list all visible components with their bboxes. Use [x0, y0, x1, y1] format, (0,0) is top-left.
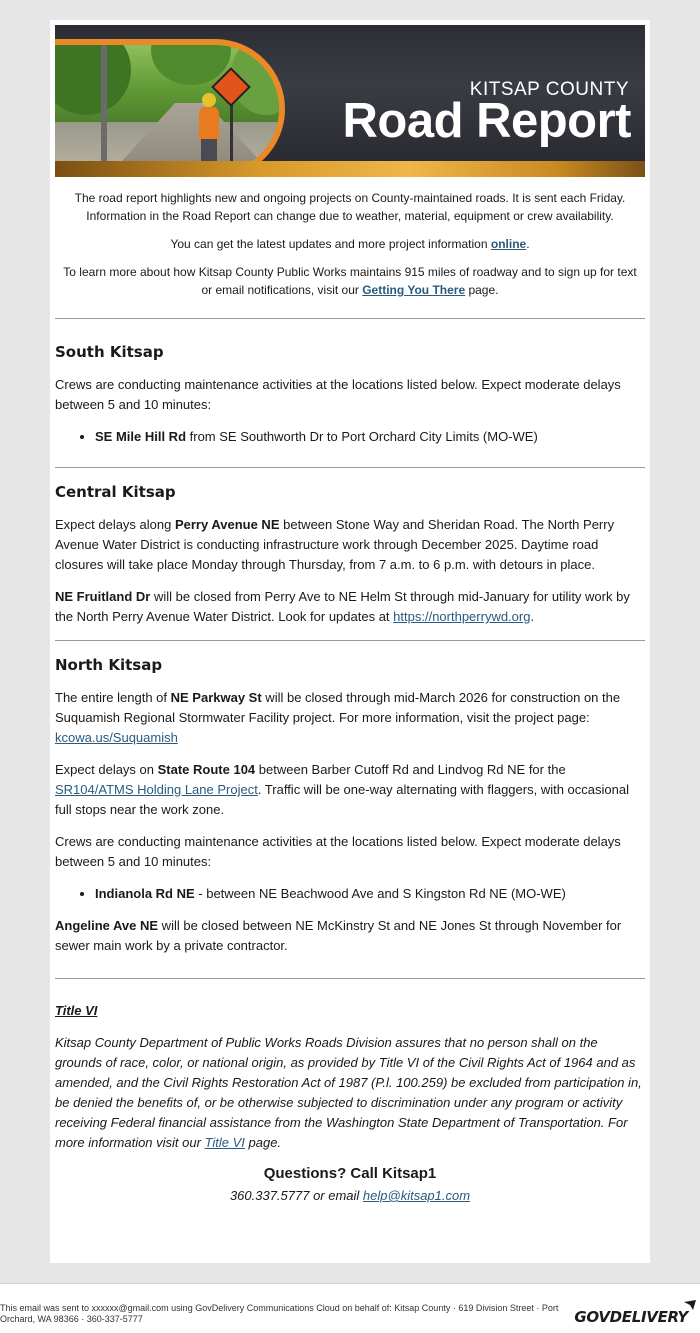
list-item-text: - between NE Beachwood Ave and S Kingston Rd NE (MO-WE) [194, 886, 566, 901]
paragraph-text: page. [244, 1135, 282, 1150]
road-name: Perry Avenue NE [174, 517, 280, 532]
south-paragraph: Crews are conducting maintenance activities at the locations listed below. Expect moderate delays between 5 and 10 minutes: [55, 377, 621, 412]
title-vi-link[interactable]: Title VI [204, 1135, 245, 1150]
envelope-icon [684, 1300, 696, 1310]
paragraph-text: . [530, 609, 535, 624]
intro-updates-end: . [526, 237, 530, 251]
north-paragraph-3: Crews are conducting maintenance activities at the locations listed below. Expect moderate delays between 5 and 10 minutes: [55, 834, 621, 869]
north-paragraph-2 [55, 760, 645, 820]
intro-learn-text: To learn more about how Kitsap County Public Works maintains 915 miles of roadway and to sign up for text or email notifications, visit our [63, 265, 637, 297]
sign-stick [230, 101, 233, 165]
questions-contact [55, 1188, 645, 1203]
title-vi-section [55, 1001, 645, 1153]
section-heading: North Kitsap [55, 656, 163, 674]
section-heading: South Kitsap [55, 343, 164, 361]
central-paragraph-1 [55, 515, 645, 575]
questions-heading: Questions? Call Kitsap1 [263, 1165, 437, 1182]
govdelivery-logo: GOVDELIVERY [574, 1308, 688, 1326]
section-heading: Central Kitsap [55, 483, 176, 501]
banner-photo [55, 39, 285, 177]
paragraph-text: between Stone Way and Sheridan Road. The North Perry Avenue Water District is conducting infrastructure work through December 2025. Daytime road closures will take place Monday through Thursday, from 7 a.m. to 6 p.m. with detours in place. [55, 517, 615, 572]
divider [55, 318, 645, 319]
south-kitsap-section [55, 343, 645, 447]
intro-learn-end: page. [465, 283, 499, 297]
questions-block [55, 1165, 645, 1203]
intro-updates-text: You can get the latest updates and more project information [170, 237, 491, 251]
flagger-worker [199, 107, 219, 141]
road-report-banner [55, 25, 645, 177]
title-vi-heading: Title VI [55, 1003, 98, 1018]
paragraph-text: Expect delays on [55, 762, 158, 777]
sr104-project-link[interactable]: SR104/ATMS Holding Lane Project [55, 782, 258, 797]
list-item-text: from SE Southworth Dr to Port Orchard City Limits (MO-WE) [186, 429, 538, 444]
road-name: Indianola Rd NE [95, 886, 195, 901]
road-name: NE Parkway St [170, 690, 262, 705]
north-kitsap-section [55, 656, 645, 956]
paragraph-text: . Traffic will be one-way alternating with flaggers, with occasional full stops near the work zone. [55, 782, 629, 817]
banner-title: Road Report [342, 94, 631, 148]
north-list [55, 884, 645, 904]
north-paragraph-4 [55, 916, 645, 956]
south-list [55, 427, 645, 447]
paragraph-text: will be closed between NE McKinstry St and NE Jones St through November for sewer main work by a private contractor. [55, 918, 622, 953]
suquamish-project-link[interactable]: kcowa.us/Suquamish [55, 730, 178, 745]
footer-text: This email was sent to xxxxxx@gmail.com using GovDelivery Communications Cloud on behalf of: Kitsap County · 619 Division Street · Port Orchard, WA 98366 · 360-337-5777 [0, 1303, 559, 1324]
road-name: Angeline Ave NE [55, 918, 159, 933]
email-footer [0, 1284, 700, 1333]
email-content [55, 25, 645, 1203]
road-name: State Route 104 [157, 762, 256, 777]
getting-you-there-link[interactable]: Getting You There [362, 283, 466, 297]
divider [55, 640, 645, 641]
north-paragraph-1 [55, 688, 645, 748]
utility-pole [101, 45, 107, 177]
email-card [50, 20, 650, 1263]
divider [55, 467, 645, 468]
paragraph-text: The entire length of [55, 690, 171, 705]
banner-kicker: KITSAP COUNTY [469, 79, 629, 100]
worker-helmet [202, 93, 216, 107]
email-link[interactable]: help@kitsap1.com [362, 1188, 471, 1203]
central-paragraph-2 [55, 587, 645, 627]
paragraph-text: Expect delays along [55, 517, 175, 532]
tree-shape [55, 39, 131, 115]
road-name: NE Fruitland Dr [55, 589, 151, 604]
paragraph-text: between Barber Cutoff Rd and Lindvog Rd NE for the [255, 762, 566, 777]
list-item [95, 884, 645, 904]
paragraph-text: will be closed from Perry Ave to NE Helm St through mid-January for utility work by the North Perry Avenue Water District. Look for updates at [55, 589, 630, 624]
phone-text: 360.337.5777 or email [229, 1188, 363, 1203]
intro [55, 189, 645, 299]
central-kitsap-section [55, 483, 645, 627]
paragraph-text: Kitsap County Department of Public Works Roads Division assures that no person shall on the grounds of race, color, or national origin, as provided by Title VI of the Civil Rights Act of 1964 and as amended, and the Civil Rights Restoration Act of 1987 (P.l. 100.259) be excluded from participation in, be denied the benefits of, or be otherwise subjected to discrimination under any program or activity receiving Federal financial assistance from the Washington State Department of Transportation. For more information visit our [55, 1035, 642, 1150]
intro-updates [59, 235, 641, 253]
intro-learn-more [59, 263, 641, 299]
intro-paragraph: The road report highlights new and ongoing projects on County-maintained roads. It is sent each Friday. Information in the Road Report can change due to weather, material, equipment or crew availability. [74, 191, 626, 223]
northperrywd-link[interactable]: https://northperrywd.org [393, 609, 531, 624]
road-name: SE Mile Hill Rd [95, 429, 187, 444]
divider [55, 978, 645, 979]
paragraph-text: will be closed through mid-March 2026 for construction on the Suquamish Regional Stormwater Facility project. For more information, visit the project page: [55, 690, 621, 725]
online-link[interactable]: online [490, 237, 527, 251]
title-vi-body [55, 1033, 645, 1153]
list-item [95, 427, 645, 447]
banner-gold-strip [55, 161, 645, 177]
